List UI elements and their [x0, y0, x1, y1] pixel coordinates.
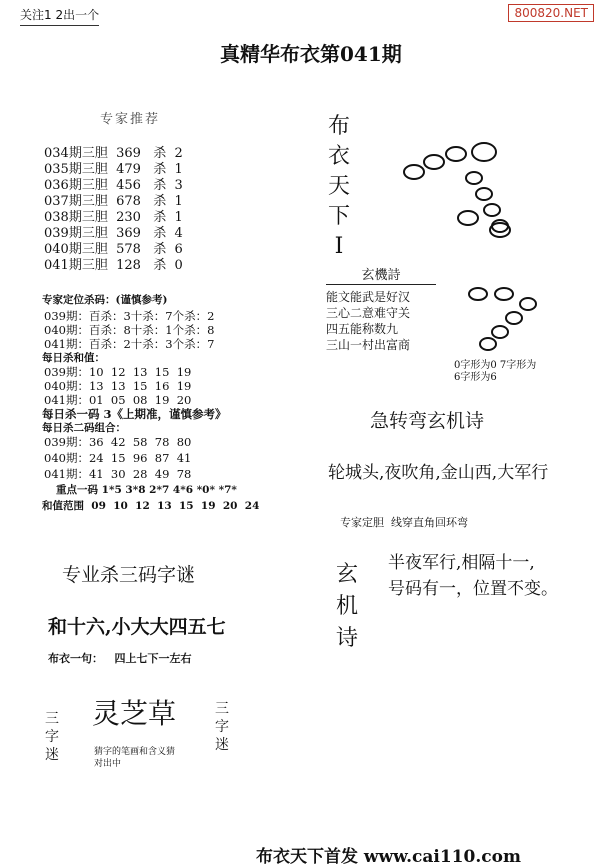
pick-row: 035期三胆 479 杀 1: [44, 162, 183, 177]
vertical-poem-char: 机: [335, 594, 358, 619]
poem-heading: 急转弯玄机诗: [370, 410, 485, 432]
expert-line: 专家定胆 线穿直角回环弯: [340, 516, 468, 529]
footer-text: 布衣天下首发 www.cai110.com: [256, 847, 521, 867]
sum-range: 和值范围 09 10 12 13 15 19 20 24: [42, 500, 260, 512]
riddle-center-big: 灵芝草: [92, 697, 177, 730]
vertical-title-char: 衣: [327, 144, 350, 169]
pick-row: 041期三胆 128 杀 0: [44, 258, 183, 273]
pick-row: 039期三胆 369 杀 4: [44, 226, 183, 241]
riddle-center-small: 对出中: [94, 759, 122, 769]
shape-note: 0字形为0 7字形为: [454, 360, 537, 371]
daily-sum-row: 039期：10 12 13 15 19: [44, 365, 192, 379]
riddle-note: 布衣一句： 四上七下一左右: [48, 652, 192, 665]
key-code: 重点一码 1*5 3*8 2*7 4*6 *0* *7*: [56, 484, 237, 496]
daily-sum-row: 041期：01 05 08 19 20: [44, 393, 192, 407]
position-kill-row: 041期：百杀：2十杀：3个杀：7: [44, 337, 215, 351]
poem-box-title: 玄機詩: [326, 268, 436, 285]
pick-row: 038期三胆 230 杀 1: [44, 210, 183, 225]
poem-box-line: 三山一村出富商: [326, 338, 411, 352]
position-kill-row: 040期：百杀：8十杀：1个杀：8: [44, 323, 215, 337]
chain-dots-illustration-2: [458, 282, 558, 352]
position-kill-row: 039期：百杀：3十杀：7个杀：2: [44, 309, 215, 323]
daily-sum-row: 040期：13 13 15 16 19: [44, 379, 192, 393]
verse-line: 号码有一，位置不变。: [388, 579, 558, 599]
page-title: 真精华布衣第041期: [220, 42, 402, 66]
site-badge[interactable]: 800820.NET: [508, 4, 594, 22]
poem-box-line: 四五能称数九: [326, 322, 399, 336]
pick-row: 040期三胆 578 杀 6: [44, 242, 183, 257]
vertical-title-char: 下: [327, 204, 350, 229]
daily-two-row: 041期：41 30 28 49 78: [44, 467, 192, 481]
daily-two-row: 039期：36 42 58 78 80: [44, 435, 192, 449]
pick-row: 036期三胆 456 杀 3: [44, 178, 183, 193]
poem-box-line: 能文能武是好汉: [326, 290, 411, 304]
riddle-answer: 和十六,小大大四五七: [48, 616, 226, 638]
pick-row: 037期三胆 678 杀 1: [44, 194, 183, 209]
expert-picks-heading: 专家推荐: [100, 112, 161, 127]
riddle-left-label: 三字迷: [45, 711, 59, 763]
daily-sum-title: 每日杀和值：: [42, 352, 105, 364]
poem-box-line: 三心二意难守关: [326, 306, 411, 320]
vertical-poem-char: 诗: [335, 626, 358, 651]
vertical-title-char: 天: [327, 174, 350, 199]
chain-dots-illustration: [396, 130, 546, 240]
riddle-right-label: 三字迷: [215, 701, 229, 753]
vertical-poem-char: 玄: [335, 562, 358, 587]
daily-one-title: 每日杀一码 3《上期准，谨慎参考》: [42, 407, 227, 421]
position-kill-title: 专家定位杀码：(谨慎参考): [42, 294, 168, 306]
shape-note: 6字形为6: [454, 372, 497, 383]
riddle-heading: 专业杀三码字谜: [62, 564, 196, 586]
riddle-center-small: 猜字的笔画和含义猜: [94, 747, 176, 757]
daily-two-row: 040期：24 15 96 87 41: [44, 451, 192, 465]
daily-two-title: 每日杀二码组合：: [42, 422, 126, 434]
poem-box: [326, 268, 436, 353]
vertical-title-char: 布: [327, 114, 350, 139]
vertical-title-char: I: [334, 234, 344, 259]
pick-row: 034期三胆 369 杀 2: [44, 146, 183, 161]
poem-line: 轮城头,夜吹角,金山西,大军行: [328, 463, 549, 483]
top-note: 关注1 2出一个: [20, 6, 99, 26]
verse-line: 半夜军行,相隔十一,: [388, 553, 535, 573]
